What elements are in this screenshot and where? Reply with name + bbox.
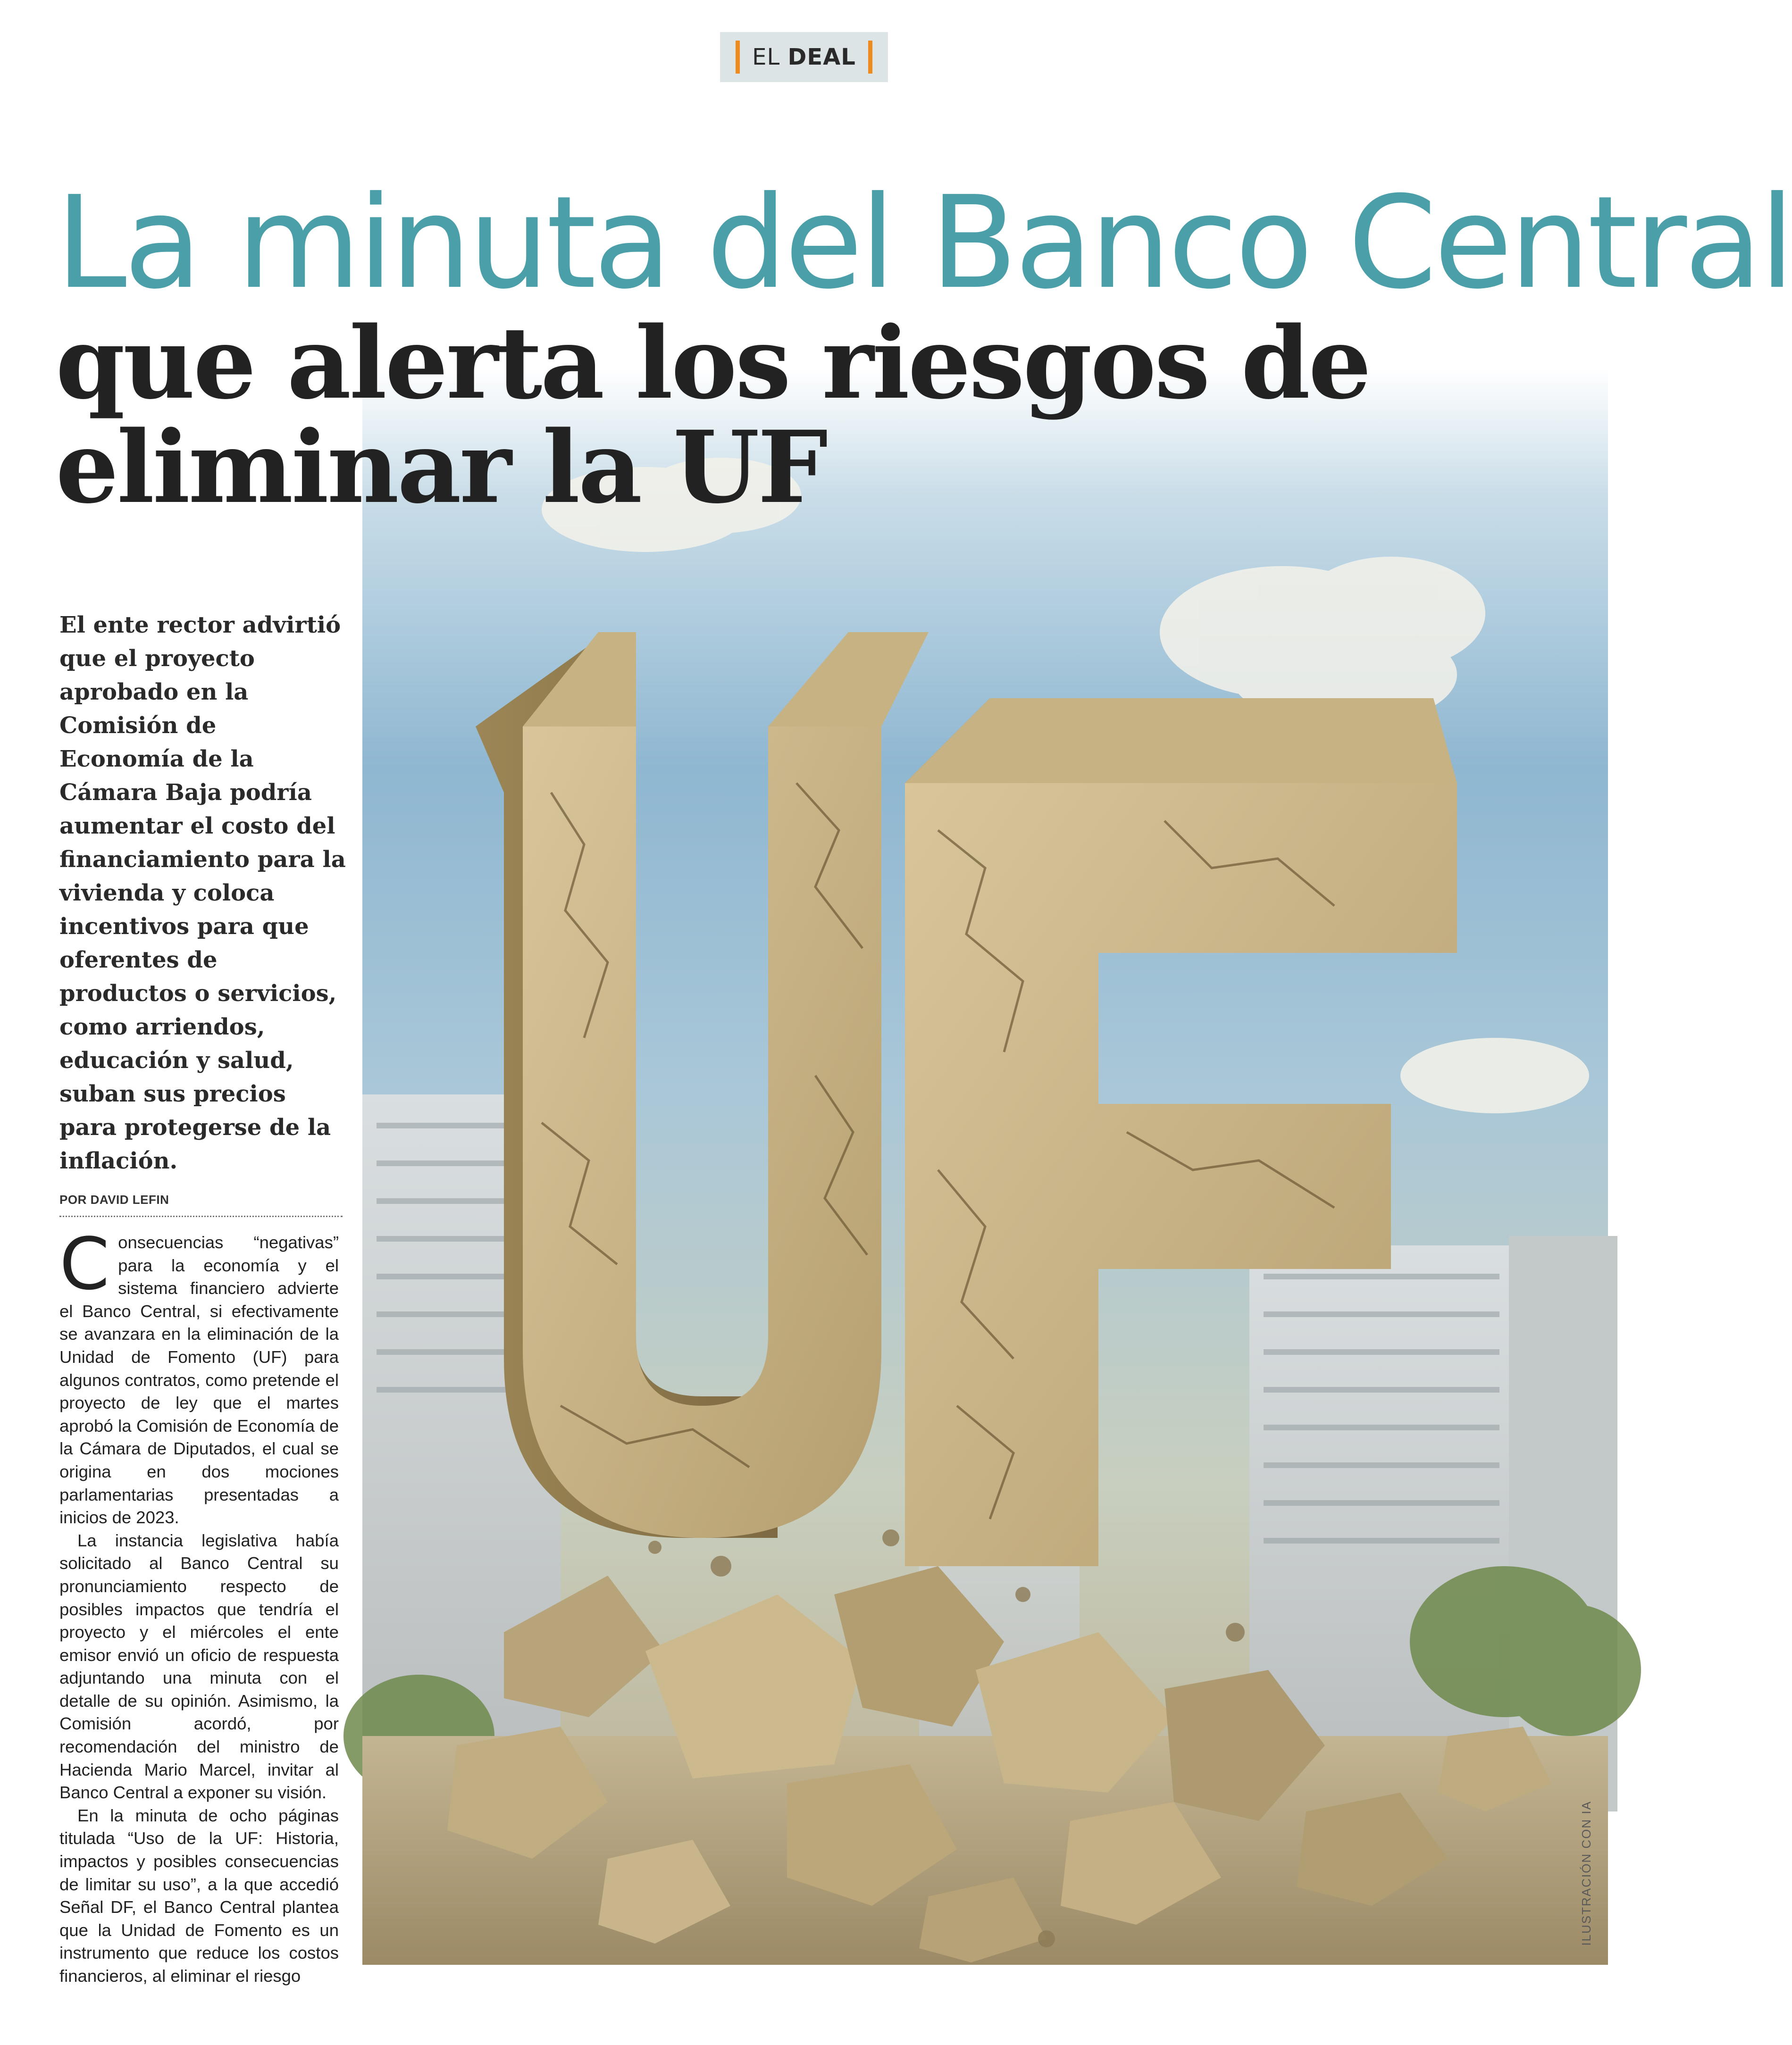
illustration-credit: ILUSTRACIÓN CON IA xyxy=(1579,1801,1593,1946)
section-name: DEAL xyxy=(787,44,856,70)
headline-line-1: La minuta del Banco Central xyxy=(56,168,1792,317)
letter-u xyxy=(476,632,929,1538)
section-tag-right-bar xyxy=(868,41,872,74)
section-prefix: EL xyxy=(752,44,780,70)
body-paragraph-3: En la minuta de ocho páginas titulada “Uso de la UF: Historia, impactos y posibles consecuencias de limitar su uso”, a la que accedió Señal DF, el Banco Central plantea que la Unidad de Fomento es un instrumento que reduce los costos financieros, al eliminar el riesgo xyxy=(59,1805,339,1986)
body-paragraph-2: La instancia legislativa había solicitado al Banco Central su pronunciamiento respecto de posibles impactos que tendría el proyecto y el miércoles el ente emisor envió un oficio de respuesta adjuntando una minuta con el detalle de su opinión. Asimismo, la Comisión acordó, por recomendación del ministro de Hacienda Mario Marcel, invitar al Banco Central a exponer su visión. xyxy=(59,1530,339,1803)
article-body xyxy=(59,1222,339,1988)
drop-cap: C xyxy=(59,1222,110,1306)
article-illustration xyxy=(362,368,1608,1965)
article-lead: El ente rector advirtió que el proyecto aprobado en la Comisión de Economía de la Cámara Baja podría aumentar el costo del financiamiento para la vivienda y coloca incentivos para que oferentes de productos o servicios, como arriendos, educación y salud, suban sus precios para protegerse de la inflación. xyxy=(59,612,346,1174)
headline-line-2: que alerta los riesgos de eliminar la UF xyxy=(56,305,1370,526)
byline: POR DAVID LEFIN xyxy=(59,1193,343,1217)
body-paragraph-1 xyxy=(59,1222,339,1529)
section-tag-left-bar xyxy=(736,41,740,74)
section-tag xyxy=(720,32,888,82)
section-tag-label xyxy=(752,44,856,70)
uf-stone-illustration xyxy=(362,368,1608,1965)
body-paragraph-1-text: onsecuencias “negativas” para la economía y el sistema financiero advierte el Banco Central, si efectivamente se avanzara en la eliminación de la Unidad de Fomento (UF) para algunos contratos, como pretende el proyecto de ley que el martes aprobó la Comisión de Economía de la Cámara de Diputados, el cual se origina en dos mociones parlamentarias presentadas a inicios de 2023. xyxy=(59,1233,339,1527)
